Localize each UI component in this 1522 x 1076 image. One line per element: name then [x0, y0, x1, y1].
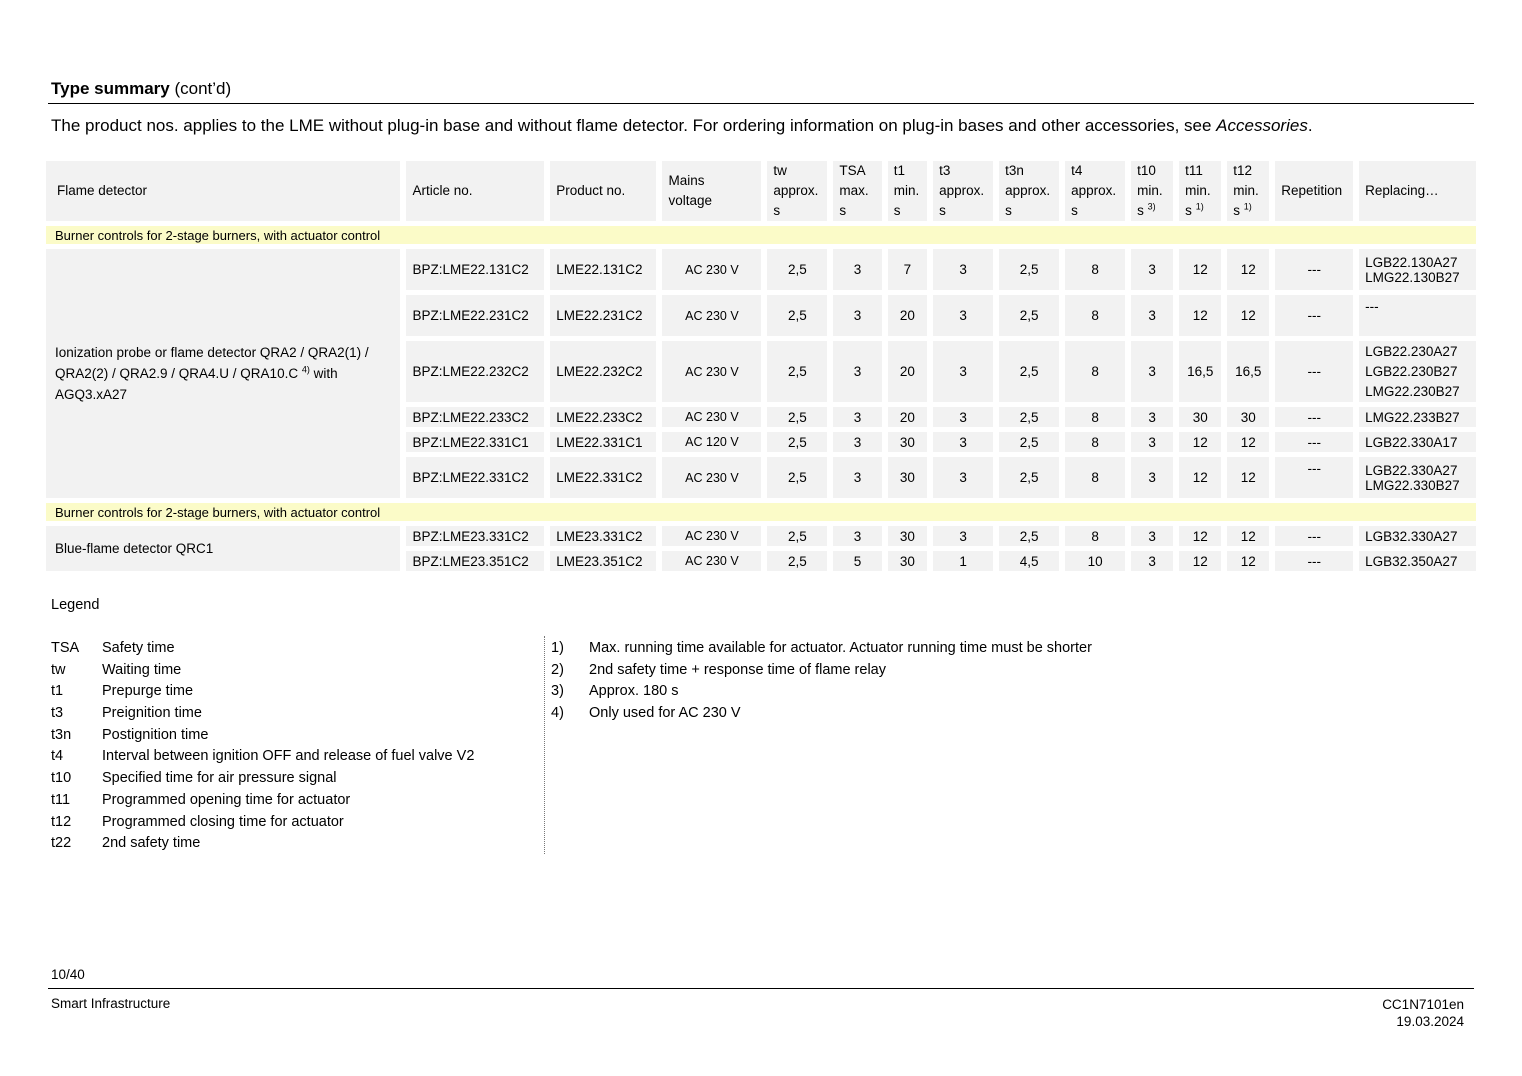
cell-tw: 2,5: [767, 249, 827, 290]
cell-t1: 30: [888, 526, 927, 546]
cell-t4: 8: [1065, 295, 1125, 336]
section-row: [46, 503, 1476, 521]
legend-divider: [544, 636, 545, 854]
cell-t4: 8: [1065, 432, 1125, 452]
cell-t12: 12: [1227, 249, 1269, 290]
cell-t11: 12: [1179, 551, 1221, 571]
col-t1: t1 min. s: [888, 161, 927, 221]
company-name: Smart Infrastructure: [51, 996, 171, 1011]
cell-t11: 12: [1179, 526, 1221, 546]
cell-t4: 10: [1065, 551, 1125, 571]
header-rule: [48, 103, 1474, 104]
legend-item: t3n Postignition time: [51, 726, 209, 743]
mains-voltage: AC 120 V: [662, 432, 761, 452]
cell-tsa: 3: [833, 407, 881, 427]
cell-t3n: 2,5: [999, 432, 1059, 452]
cell-t3: 1: [933, 551, 993, 571]
cell-t1: 20: [888, 407, 927, 427]
mains-voltage: AC 230 V: [662, 407, 761, 427]
col-t3: t3 approx. s: [933, 161, 993, 221]
article-no: BPZ:LME22.233C2: [406, 407, 544, 427]
mains-voltage: AC 230 V: [662, 249, 761, 290]
product-no: LME22.233C2: [550, 407, 656, 427]
legend-item: t11 Programmed opening time for actuator: [51, 791, 351, 808]
flame-detector-cell: Ionization probe or flame detector QRA2 / QRA2(1) / QRA2(2) / QRA2.9 / QRA4.U / QRA10.C $^{4)}$ with AGQ3.xA27: [46, 249, 400, 498]
product-no: LME22.131C2: [550, 249, 656, 290]
footer-rule: [48, 988, 1474, 989]
article-no: BPZ:LME23.331C2: [406, 526, 544, 546]
cell-t12: 12: [1227, 432, 1269, 452]
cell-tw: 2,5: [767, 407, 827, 427]
cell-t1: 7: [888, 249, 927, 290]
product-no: LME22.331C2: [550, 457, 656, 498]
article-no: BPZ:LME23.351C2: [406, 551, 544, 571]
cell-replacing: LMG22.233B27: [1359, 407, 1476, 427]
col-repetition: Repetition: [1275, 161, 1353, 221]
cell-t3: 3: [933, 526, 993, 546]
cell-t12: 30: [1227, 407, 1269, 427]
cell-repetition: ---: [1275, 551, 1353, 571]
cell-t3: 3: [933, 249, 993, 290]
article-no: BPZ:LME22.131C2: [406, 249, 544, 290]
table-header: [46, 161, 1476, 221]
accessories-ref: Accessories: [1216, 116, 1308, 135]
cell-tsa: 5: [833, 551, 881, 571]
cell-t4: 8: [1065, 407, 1125, 427]
cell-t3n: 2,5: [999, 295, 1059, 336]
cell-repetition: ---: [1275, 526, 1353, 546]
cell-replacing: LGB22.130A27 LMG22.130B27: [1359, 249, 1476, 290]
legend-item: t3 Preignition time: [51, 705, 202, 722]
cell-t1: 20: [888, 341, 927, 402]
cell-t4: 8: [1065, 526, 1125, 546]
cell-repetition: ---: [1275, 407, 1353, 427]
cell-t10: 3: [1131, 249, 1173, 290]
mains-voltage: AC 230 V: [662, 457, 761, 498]
col-t10: t10 min. s $^{3)}$: [1131, 161, 1173, 221]
cell-t11: 30: [1179, 407, 1221, 427]
col-t12: t12 min. s $^{1)}$: [1227, 161, 1269, 221]
cell-t4: 8: [1065, 249, 1125, 290]
document-reference: [1382, 996, 1464, 1030]
cell-t3: 3: [933, 457, 993, 498]
product-no: LME22.331C1: [550, 432, 656, 452]
cell-repetition: ---: [1275, 341, 1353, 402]
cell-tw: 2,5: [767, 526, 827, 546]
cell-t11: 16,5: [1179, 341, 1221, 402]
footnote: 1) Max. running time available for actuator. Actuator running time must be shorter: [551, 640, 1092, 656]
cell-t3: 3: [933, 407, 993, 427]
product-no: LME22.231C2: [550, 295, 656, 336]
section-title: Type summary (cont’d): [51, 79, 232, 98]
cell-t4: 8: [1065, 341, 1125, 402]
col-t11: t11 min. s $^{1)}$: [1179, 161, 1221, 221]
article-no: BPZ:LME22.331C1: [406, 432, 544, 452]
cell-t3: 3: [933, 295, 993, 336]
cell-repetition: ---: [1275, 432, 1353, 452]
cell-t11: 12: [1179, 457, 1221, 498]
cell-t1: 30: [888, 457, 927, 498]
table-row: [46, 526, 1476, 546]
cell-t3n: 2,5: [999, 341, 1059, 402]
cell-t3n: 2,5: [999, 407, 1059, 427]
mains-voltage: AC 230 V: [662, 295, 761, 336]
col-mains-voltage: Mains voltage: [662, 161, 761, 221]
cell-tw: 2,5: [767, 295, 827, 336]
article-no: BPZ:LME22.231C2: [406, 295, 544, 336]
cell-tsa: 3: [833, 341, 881, 402]
section-row: [46, 226, 1476, 244]
cell-tsa: 3: [833, 249, 881, 290]
mains-voltage: AC 230 V: [662, 341, 761, 402]
legend-item: t10 Specified time for air pressure signal: [51, 770, 337, 787]
flame-detector-cell: Blue-flame detector QRC1: [46, 526, 400, 571]
section-label: Burner controls for 2-stage burners, with actuator control: [46, 226, 1476, 244]
col-t3n: t3n approx. s: [999, 161, 1059, 221]
cell-t3: 3: [933, 341, 993, 402]
legend-item: t4 Interval between ignition OFF and release of fuel valve V2: [51, 748, 475, 765]
product-no: LME23.351C2: [550, 551, 656, 571]
cell-replacing: LGB22.330A17: [1359, 432, 1476, 452]
cell-replacing: LGB32.350A27: [1359, 551, 1476, 571]
cell-t12: 12: [1227, 457, 1269, 498]
cell-replacing: LGB22.330A27 LMG22.330B27: [1359, 457, 1476, 498]
type-summary-table: [40, 156, 1482, 576]
cell-t12: 16,5: [1227, 341, 1269, 402]
page-number: 10/40: [51, 967, 85, 982]
document-id: CC1N7101en: [1382, 997, 1464, 1012]
cell-tw: 2,5: [767, 457, 827, 498]
cell-t10: 3: [1131, 457, 1173, 498]
cell-t1: 20: [888, 295, 927, 336]
document-date: 19.03.2024: [1396, 1014, 1464, 1029]
col-replacing: Replacing…: [1359, 161, 1476, 221]
cell-tsa: 3: [833, 432, 881, 452]
cell-t1: 30: [888, 432, 927, 452]
legend-item: t1 Prepurge time: [51, 683, 194, 700]
cell-t11: 12: [1179, 432, 1221, 452]
legend-item: t12 Programmed closing time for actuator: [51, 813, 344, 830]
cell-tw: 2,5: [767, 341, 827, 402]
cell-t3n: 2,5: [999, 457, 1059, 498]
cell-t10: 3: [1131, 551, 1173, 571]
footnotes-list: [551, 640, 1092, 727]
legend-item: TSA Safety time: [51, 640, 175, 656]
cell-repetition: ---: [1275, 457, 1353, 498]
cell-t11: 12: [1179, 295, 1221, 336]
article-no: BPZ:LME22.331C2: [406, 457, 544, 498]
cell-t10: 3: [1131, 407, 1173, 427]
cell-repetition: ---: [1275, 249, 1353, 290]
cell-t12: 12: [1227, 526, 1269, 546]
legend-item: t22 2nd safety time: [51, 835, 201, 852]
cell-t12: 12: [1227, 551, 1269, 571]
cell-t10: 3: [1131, 432, 1173, 452]
cell-t10: 3: [1131, 295, 1173, 336]
product-no: LME22.232C2: [550, 341, 656, 402]
cell-t3: 3: [933, 432, 993, 452]
col-t4: t4 approx. s: [1065, 161, 1125, 221]
footnote: 4) Only used for AC 230 V: [551, 705, 741, 722]
col-tw: tw approx. s: [767, 161, 827, 221]
col-article-no: Article no.: [406, 161, 544, 221]
section-label: Burner controls for 2-stage burners, with actuator control: [46, 503, 1476, 521]
product-no: LME23.331C2: [550, 526, 656, 546]
legend-item: tw Waiting time: [51, 661, 182, 678]
legend-list: [51, 640, 474, 857]
cell-replacing: ---: [1359, 295, 1476, 336]
cell-tsa: 3: [833, 295, 881, 336]
cell-repetition: ---: [1275, 295, 1353, 336]
col-flame-detector: Flame detector: [46, 161, 400, 221]
cell-t10: 3: [1131, 526, 1173, 546]
footnote: 3) Approx. 180 s: [551, 683, 679, 700]
cell-tsa: 3: [833, 457, 881, 498]
cell-t11: 12: [1179, 249, 1221, 290]
intro-text: The product nos. applies to the LME without plug-in base and without flame detector. For ordering information on plug-in bases and other accessories, see Accessories.: [51, 116, 1313, 135]
cell-tw: 2,5: [767, 551, 827, 571]
col-tsa: TSA max. s: [833, 161, 881, 221]
cell-tsa: 3: [833, 526, 881, 546]
article-no: BPZ:LME22.232C2: [406, 341, 544, 402]
cell-t12: 12: [1227, 295, 1269, 336]
cell-t1: 30: [888, 551, 927, 571]
cell-replacing: LGB32.330A27: [1359, 526, 1476, 546]
cell-t3n: 4,5: [999, 551, 1059, 571]
table-row: [46, 249, 1476, 290]
cell-t4: 8: [1065, 457, 1125, 498]
mains-voltage: AC 230 V: [662, 551, 761, 571]
col-product-no: Product no.: [550, 161, 656, 221]
mains-voltage: AC 230 V: [662, 526, 761, 546]
footnote: 2) 2nd safety time + response time of flame relay: [551, 661, 886, 678]
cell-t3n: 2,5: [999, 249, 1059, 290]
cell-tw: 2,5: [767, 432, 827, 452]
cell-t10: 3: [1131, 341, 1173, 402]
legend-title: Legend: [51, 597, 100, 613]
cell-t3n: 2,5: [999, 526, 1059, 546]
cell-replacing: LGB22.230A27 LGB22.230B27 LMG22.230B27: [1359, 341, 1476, 402]
